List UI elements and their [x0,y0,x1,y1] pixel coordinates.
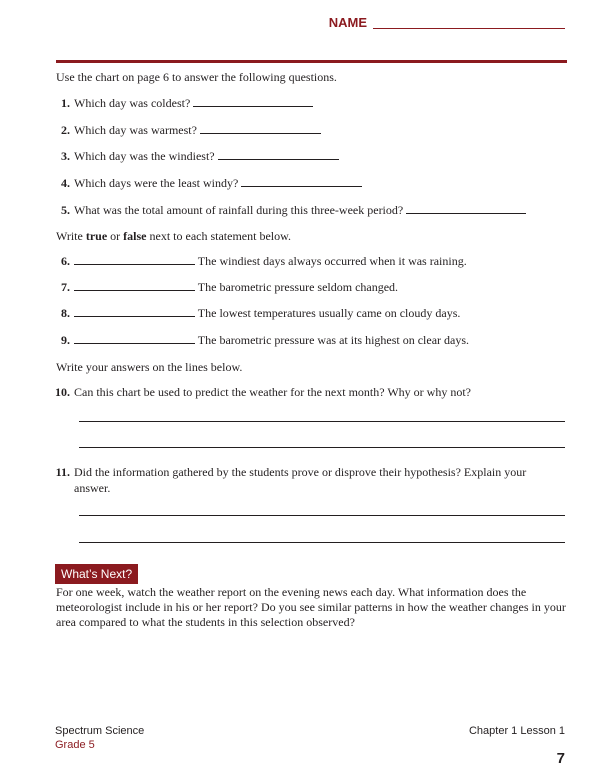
question-number: 3. [61,149,70,163]
question-number: 9. [61,333,70,347]
question-text: Did the information gathered by the students prove or disprove their hypothesis? Explain your answer. [74,465,527,495]
statement-text: The lowest temperatures usually came on cloudy days. [197,306,461,320]
question-number: 10. [55,385,70,399]
answer-blank[interactable] [200,123,321,134]
answer-line[interactable] [79,515,565,516]
question-text: Which days were the least windy? [74,176,239,190]
lines-instruction: Write your answers on the lines below. [56,360,243,374]
statement-text: The windiest days always occurred when it was raining. [197,254,467,268]
answer-blank[interactable] [241,176,362,187]
footer-grade: Grade 5 [55,739,95,751]
answer-blank[interactable] [74,306,195,317]
name-field [329,14,565,31]
tf-false-word: false [123,229,147,243]
question-text: Which day was coldest? [74,96,191,110]
tf-true-word: true [85,229,108,243]
question-number: 8. [61,306,70,320]
answer-line[interactable] [79,542,565,543]
answer-blank[interactable] [193,96,313,107]
answer-blank[interactable] [74,254,195,265]
question-text: Which day was warmest? [74,123,197,137]
statement-text: The barometric pressure was at its highest on clear days. [197,333,470,347]
answer-line[interactable] [79,421,565,422]
answer-blank[interactable] [74,333,195,344]
name-input-line[interactable] [373,14,565,29]
question-number: 7. [61,280,70,294]
question-text: Which day was the windiest? [74,149,215,163]
question-number: 4. [61,176,70,190]
tf-instruction [56,228,291,244]
intro-text: Use the chart on page 6 to answer the following questions. [56,70,337,84]
question-number: 2. [61,123,70,137]
question-text: Can this chart be used to predict the weather for the next month? Why or why not? [74,385,471,399]
statement-text: The barometric pressure seldom changed. [197,280,399,294]
answer-blank[interactable] [74,280,195,291]
name-label: NAME [328,15,367,30]
footer-chapter: Chapter 1 Lesson 1 [468,725,565,737]
top-rule [56,60,567,63]
page-number: 7 [556,750,565,767]
question-number: 11. [55,465,70,479]
answer-blank[interactable] [218,149,339,160]
question-number: 6. [61,254,70,268]
tf-instruction-mid: or [107,229,124,243]
tf-instruction-pre: Write [56,229,86,243]
whats-next-heading: What’s Next? [55,564,138,584]
whats-next-text: For one week, watch the weather report on the evening news each day. What information does the meteorologist include in his or her report? Do you see similar patterns in how the weather changes in your area compared to what the students in this selection observed? [56,585,566,629]
question-text: What was the total amount of rainfall during this three-week period? [74,203,404,217]
question-number: 1. [61,96,70,110]
tf-instruction-post: next to each statement below. [146,229,292,243]
answer-line[interactable] [79,447,565,448]
question-number: 5. [61,203,70,217]
footer-book-title: Spectrum Science [55,725,145,737]
answer-blank[interactable] [406,203,526,214]
